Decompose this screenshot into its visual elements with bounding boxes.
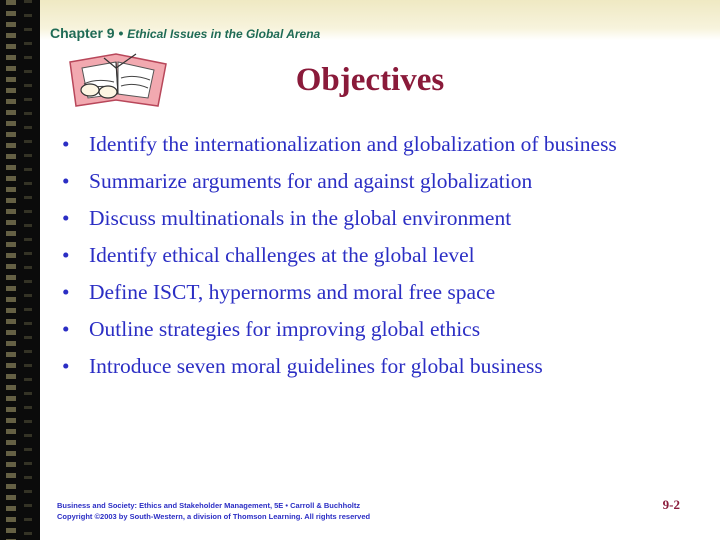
list-item (62, 241, 642, 269)
open-book-icon (66, 48, 170, 110)
bullet-text: Outline strategies for improving global ethics (89, 317, 481, 341)
list-item (62, 130, 642, 158)
chapter-header (50, 25, 320, 41)
bullet-marker: • (62, 354, 70, 378)
objectives-list (62, 130, 642, 389)
chapter-label: Chapter 9 (50, 25, 115, 41)
footer-book-credit: Business and Society: Ethics and Stakeholder Management, 5E • Carroll & Buchholtz (57, 501, 361, 510)
filmstrip-holes-inner (24, 0, 32, 540)
bullet-text: Identify ethical challenges at the global level (89, 243, 475, 267)
left-filmstrip-decoration (0, 0, 40, 540)
bullet-text: Define ISCT, hypernorms and moral free space (89, 280, 496, 304)
bullet-text: Identify the internationalization and globalization of business (89, 132, 617, 156)
list-item (62, 204, 642, 232)
chapter-separator: • (118, 25, 124, 41)
list-item (62, 278, 642, 306)
bullet-text: Introduce seven moral guidelines for global business (89, 354, 543, 378)
chapter-title: Ethical Issues in the Global Arena (127, 27, 321, 41)
list-item (62, 315, 642, 343)
bullet-marker: • (62, 317, 70, 341)
filmstrip-holes (6, 0, 16, 540)
bullet-marker: • (62, 280, 70, 304)
bullet-marker: • (62, 206, 70, 230)
bullet-text: Summarize arguments for and against globalization (89, 169, 533, 193)
bullet-marker: • (62, 132, 70, 156)
bullet-text: Discuss multinationals in the global environment (89, 206, 512, 230)
slide-title: Objectives (295, 62, 445, 98)
bullet-marker: • (62, 169, 70, 193)
bullet-marker: • (62, 243, 70, 267)
list-item (62, 352, 642, 380)
footer-copyright: Copyright ©2003 by South-Western, a division of Thomson Learning. All rights reserved (57, 512, 371, 521)
slide-footer (57, 500, 657, 522)
page-number: 9-2 (662, 497, 680, 512)
list-item (62, 167, 642, 195)
